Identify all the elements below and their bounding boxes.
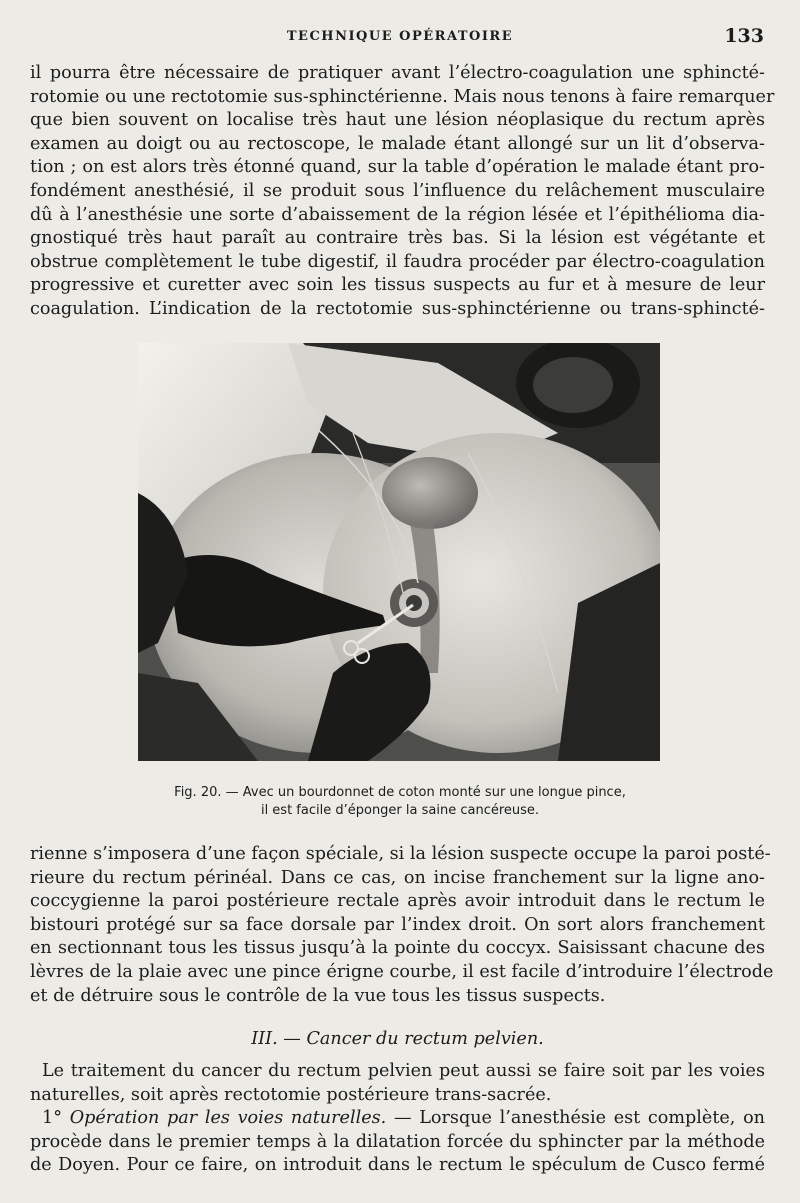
text-line: rieure du rectum périnéal. Dans ce cas, on incise franchement sur la ligne ano- [30,867,765,888]
text-line: gnostiqué très haut paraît au contraire très bas. Si la lésion est végétante et [30,228,765,249]
text-line: tion ; on est alors très étonné quand, sur la table d’opération le malade étant pro- [30,157,765,178]
text-line: lèvres de la plaie avec une pince érigne courbe, il est facile d’introduire l’électrode [30,961,774,982]
section-heading: III. — Cancer du rectum pelvien. [251,1029,544,1049]
body-text-top [30,62,775,322]
text-line: il pourra être nécessaire de pratiquer avant l’électro-coagulation une sphincté- [30,63,765,83]
text-line: de Doyen. Pour ce faire, on introduit dans le rectum le spéculum de Cusco fermé [30,1155,765,1176]
text-line: et de détruire sous le contrôle de la vue tous les tissus suspects. [30,985,606,1006]
text-line: naturelles, soit après rectotomie postérieure trans-sacrée. [30,1084,552,1105]
text-line: rotomie ou une rectotomie sus-sphinctérienne. Mais nous tenons à faire remarquer [30,86,775,107]
italic-title: Opération par les voies naturelles. [69,1108,387,1129]
page-number: 133 [724,25,764,47]
body-text-bottom [30,843,774,1008]
caption-line: il est facile d’éponger la saine cancéreuse. [260,803,540,818]
text-line: procède dans le premier temps à la dilatation forcée du sphincter par la méthode [30,1131,765,1152]
text-line: dû à l’anesthésie une sorte d’abaissement de la région lésée et l’épithélioma dia- [30,204,765,225]
body-text-final [30,1060,765,1178]
text-line: examen au doigt ou au rectoscope, le malade étant allongé sur un lit d’observa- [30,133,765,154]
text-line: progressive et curetter avec soin les tissus suspects au fur et à mesure de leur [30,275,765,296]
text-line: Le traitement du cancer du rectum pelvien peut aussi se faire soit par les voies [42,1061,765,1081]
text-line: en sectionnant tous les tissus jusqu’à la pointe du coccyx. Saisissant chacune des [30,938,765,959]
running-title: TECHNIQUE OPÉRATOIRE [286,29,514,44]
caption-line: Fig. 20. — Avec un bourdonnet de coton monté sur une longue pince, [174,785,626,800]
text-line: bistouri protégé sur sa face dorsale par l’index droit. On sort alors franchement [30,914,765,935]
text-line: fondément anesthésié, il se produit sous l’influence du relâchement musculaire [30,180,765,201]
text-line [30,1107,765,1131]
text-line: coccygienne la paroi postérieure rectale après avoir introduit dans le rectum le [30,891,765,912]
text-line: rienne s’imposera d’une façon spéciale, si la lésion suspecte occupe la paroi posté- [30,844,771,864]
list-number: 1° [42,1108,62,1129]
photograph-illustration [138,343,660,761]
running-head [0,25,800,49]
surgical-photograph [138,343,660,761]
text-fragment: — Lorsque l’anesthésie est complète, on [386,1108,766,1129]
figure-caption [140,784,660,820]
text-line: que bien souvent on localise très haut une lésion néoplasique du rectum après [30,110,765,131]
text-line: coagulation. L’indication de la rectotomie sus-sphinctérienne ou trans-sphincté- [30,298,765,319]
text-line: obstrue complètement le tube digestif, il faudra procéder par électro-coagulation [30,251,765,272]
